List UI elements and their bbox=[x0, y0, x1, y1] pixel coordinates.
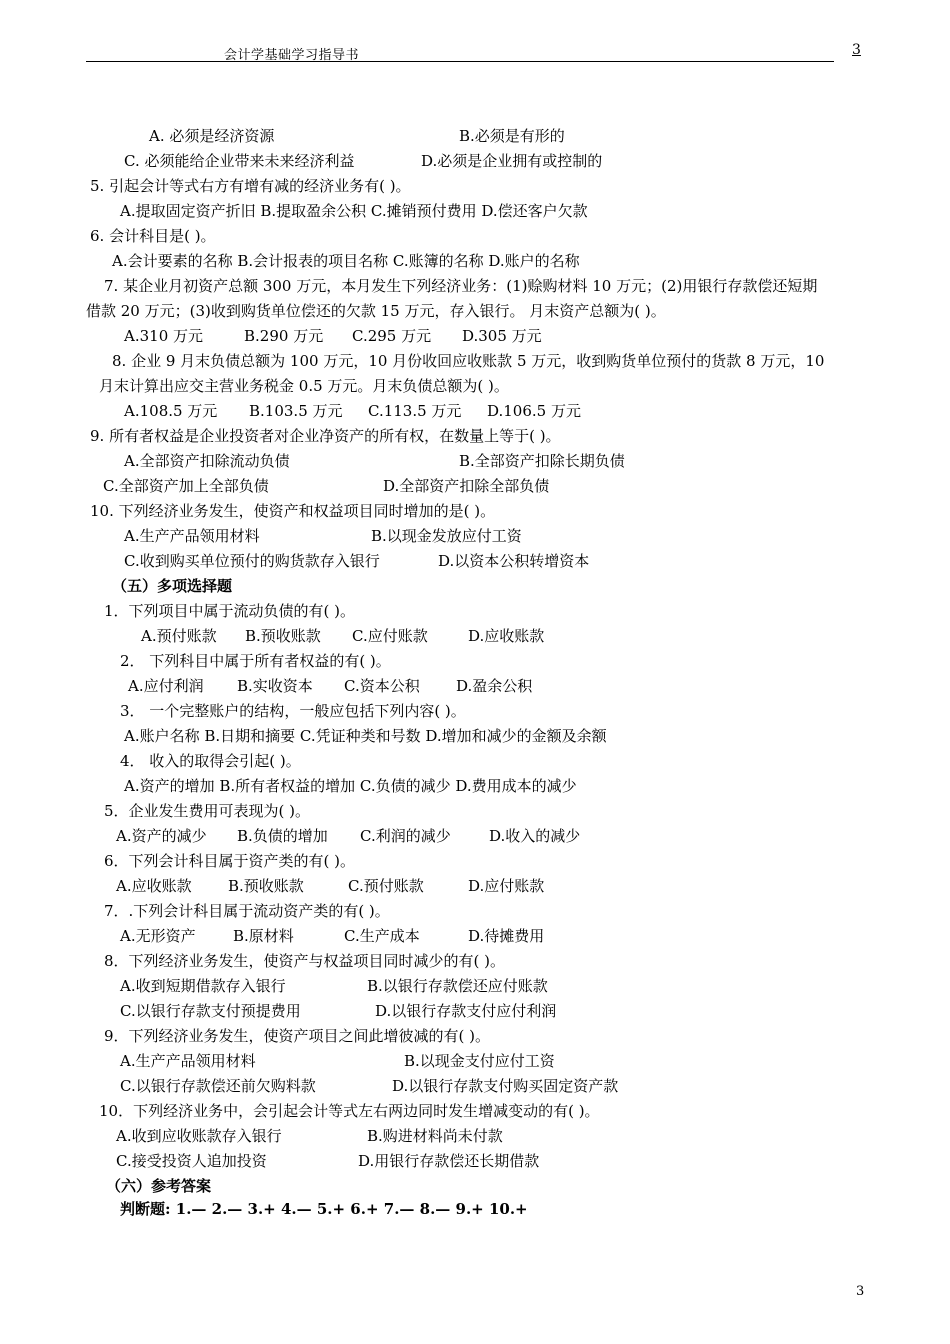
header-rule bbox=[86, 61, 834, 62]
text-line: 3． 一个完整账户的结构，一般应包括下列内容( )。 bbox=[120, 702, 466, 720]
text-line: C.295 万元 bbox=[352, 327, 432, 345]
text-line: A.108.5 万元 bbox=[124, 402, 218, 420]
text-line: B.以现金发放应付工资 bbox=[371, 527, 522, 545]
text-line: 4． 收入的取得会引起( )。 bbox=[120, 752, 301, 770]
text-line: D.以银行存款支付应付利润 bbox=[375, 1002, 557, 1020]
text-line: B.以现金支付应付工资 bbox=[404, 1052, 555, 1070]
text-line: 9. 所有者权益是企业投资者对企业净资产的所有权，在数量上等于( )。 bbox=[90, 427, 561, 445]
text-line: 8．下列经济业务发生，使资产与权益项目同时减少的有( )。 bbox=[104, 952, 506, 970]
text-line: A.生产产品领用材料 bbox=[124, 527, 260, 545]
text-line: 6．下列会计科目属于资产类的有( )。 bbox=[104, 852, 356, 870]
text-line: A.会计要素的名称 B.会计报表的项目名称 C.账簿的名称 D.账户的名称 bbox=[112, 252, 580, 270]
text-line: B.原材料 bbox=[233, 927, 294, 945]
text-line: C.以银行存款支付预提费用 bbox=[120, 1002, 301, 1020]
footer-page-number: 3 bbox=[856, 1284, 865, 1299]
header-page-number: 3 bbox=[852, 42, 861, 58]
text-line: A.预付账款 bbox=[141, 627, 217, 645]
text-line: 借款 20 万元；(3)收到购货单位偿还的欠款 15 万元，存入银行。 月末资产总额为( )。 bbox=[86, 302, 666, 320]
text-line: 5．企业发生费用可表现为( )。 bbox=[104, 802, 311, 820]
text-line: C.113.5 万元 bbox=[368, 402, 462, 420]
header-title: 会计学基础学习指导书 bbox=[224, 48, 360, 63]
text-line: 5. 引起会计等式右方有增有减的经济业务有( )。 bbox=[90, 177, 411, 195]
text-line: 2． 下列科目中属于所有者权益的有( )。 bbox=[120, 652, 391, 670]
text-line: B.购进材料尚未付款 bbox=[367, 1127, 503, 1145]
text-line: B.以银行存款偿还应付账款 bbox=[367, 977, 548, 995]
text-line: D.106.5 万元 bbox=[487, 402, 581, 420]
text-line: 6. 会计科目是( )。 bbox=[90, 227, 216, 245]
text-line: B.必须是有形的 bbox=[459, 127, 565, 145]
text-line: D.以资本公积转增资本 bbox=[438, 552, 590, 570]
text-line: B.290 万元 bbox=[244, 327, 324, 345]
text-line: D.盈余公积 bbox=[456, 677, 533, 695]
text-line: A.账户名称 B.日期和摘要 C.凭证种类和号数 D.增加和减少的金额及余额 bbox=[124, 727, 607, 745]
text-line: 判断题: 1.— 2.— 3.+ 4.— 5.+ 6.+ 7.— 8.— 9.+ 10.+ bbox=[120, 1200, 528, 1218]
text-line: 8. 企业 9 月末负债总额为 100 万元，10 月份收回应收账款 5 万元，收到购货单位预付的货款 8 万元，10 bbox=[112, 352, 825, 370]
text-line: A.310 万元 bbox=[124, 327, 203, 345]
text-line: C.利润的减少 bbox=[360, 827, 451, 845]
text-line: A.资产的减少 bbox=[116, 827, 207, 845]
text-line: 7. 某企业月初资产总额 300 万元，本月发生下列经济业务：(1)赊购材料 10 万元；(2)用银行存款偿还短期 bbox=[104, 277, 818, 295]
text-line: 月末计算出应交主营业务税金 0.5 万元。月末负债总额为( )。 bbox=[99, 377, 509, 395]
text-line: C.生产成本 bbox=[344, 927, 420, 945]
text-line: B.预收账款 bbox=[228, 877, 304, 895]
text-line: A.收到短期借款存入银行 bbox=[120, 977, 286, 995]
text-line: C. 必须能给企业带来未来经济利益 bbox=[124, 152, 355, 170]
text-line: D.全部资产扣除全部负债 bbox=[383, 477, 550, 495]
text-line: C.预付账款 bbox=[348, 877, 424, 895]
text-line: D.收入的减少 bbox=[489, 827, 581, 845]
text-line: A.全部资产扣除流动负债 bbox=[124, 452, 290, 470]
text-line: D.待摊费用 bbox=[468, 927, 545, 945]
text-line: （五）多项选择题 bbox=[112, 577, 233, 595]
text-line: D.305 万元 bbox=[462, 327, 542, 345]
text-line: B.全部资产扣除长期负债 bbox=[459, 452, 625, 470]
text-line: C.资本公积 bbox=[344, 677, 420, 695]
text-line: A.应付利润 bbox=[128, 677, 204, 695]
text-line: C.以银行存款偿还前欠购料款 bbox=[120, 1077, 316, 1095]
text-line: 10．下列经济业务中，会引起会计等式左右两边同时发生增减变动的有( )。 bbox=[99, 1102, 600, 1120]
text-line: A.资产的增加 B.所有者权益的增加 C.负债的减少 D.费用成本的减少 bbox=[124, 777, 577, 795]
text-line: （六）参考答案 bbox=[106, 1177, 212, 1195]
text-line: 1．下列项目中属于流动负债的有( )。 bbox=[104, 602, 356, 620]
text-line: C.全部资产加上全部负债 bbox=[103, 477, 269, 495]
text-line: A. 必须是经济资源 bbox=[149, 127, 275, 145]
text-line: B.实收资本 bbox=[237, 677, 313, 695]
text-line: D.以银行存款支付购买固定资产款 bbox=[392, 1077, 619, 1095]
text-line: D.用银行存款偿还长期借款 bbox=[358, 1152, 540, 1170]
text-line: D.应收账款 bbox=[468, 627, 545, 645]
text-line: B.103.5 万元 bbox=[249, 402, 343, 420]
text-line: C.应付账款 bbox=[352, 627, 428, 645]
text-line: 7．.下列会计科目属于流动资产类的有( )。 bbox=[104, 902, 390, 920]
text-line: A.收到应收账款存入银行 bbox=[116, 1127, 282, 1145]
text-line: A.生产产品领用材料 bbox=[120, 1052, 256, 1070]
text-line: 10. 下列经济业务发生，使资产和权益项目同时增加的是( )。 bbox=[90, 502, 496, 520]
text-line: B.预收账款 bbox=[245, 627, 321, 645]
text-line: A.应收账款 bbox=[116, 877, 192, 895]
text-line: C.接受投资人追加投资 bbox=[116, 1152, 267, 1170]
text-line: C.收到购买单位预付的购货款存入银行 bbox=[124, 552, 380, 570]
text-line: 9．下列经济业务发生，使资产项目之间此增彼减的有( )。 bbox=[104, 1027, 491, 1045]
text-line: B.负债的增加 bbox=[237, 827, 328, 845]
text-line: A.无形资产 bbox=[120, 927, 196, 945]
text-line: A.提取固定资产折旧 B.提取盈余公积 C.摊销预付费用 D.偿还客户欠款 bbox=[120, 202, 588, 220]
text-line: D.必须是企业拥有或控制的 bbox=[421, 152, 603, 170]
text-line: D.应付账款 bbox=[468, 877, 545, 895]
